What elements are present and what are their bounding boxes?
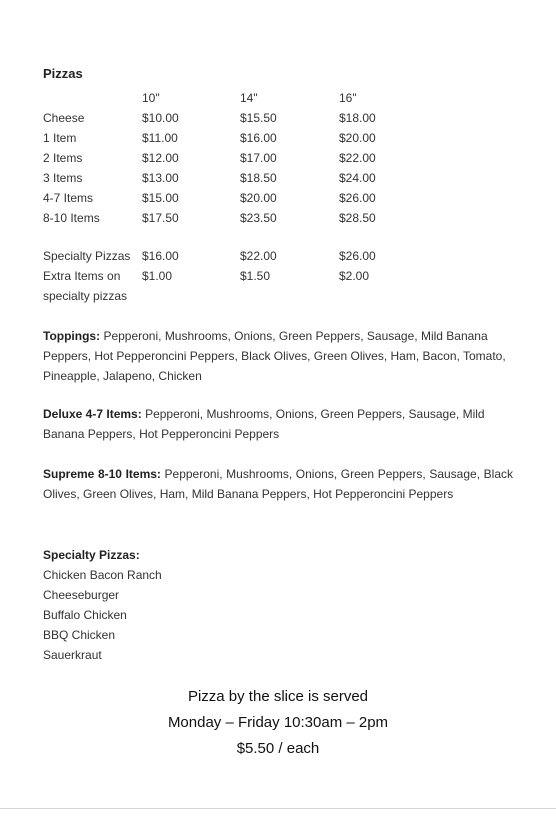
price-cell: $10.00 — [142, 111, 179, 125]
price-cell: $2.00 — [339, 269, 370, 283]
price-cell: $20.00 — [240, 191, 277, 205]
toppings-label: Toppings: — [43, 329, 101, 343]
row-label: 1 Item — [43, 131, 77, 145]
price-cell: $1.00 — [142, 269, 173, 283]
price-cell: $12.00 — [142, 151, 179, 165]
row-label: 2 Items — [43, 151, 83, 165]
deluxe-text: Pepperoni, Mushrooms, Onions, Green Peppers, Sausage, Mild Banana Peppers, Hot Pepperoncini Peppers — [43, 407, 485, 441]
list-item: Buffalo Chicken — [43, 608, 127, 622]
supreme-paragraph — [43, 464, 513, 504]
row-label: Specialty Pizzas — [43, 249, 131, 263]
list-item: Cheeseburger — [43, 588, 120, 602]
price-cell: $16.00 — [240, 131, 277, 145]
price-cell: $26.00 — [339, 191, 376, 205]
list-item: Sauerkraut — [43, 648, 102, 662]
list-item: BBQ Chicken — [43, 628, 116, 642]
deluxe-label: Deluxe 4-7 Items: — [43, 407, 142, 421]
specialty-list-heading: Specialty Pizzas: — [43, 548, 140, 562]
menu-title: Pizzas — [43, 66, 83, 81]
row-label: 8-10 Items — [43, 211, 100, 225]
price-cell: $17.50 — [142, 211, 179, 225]
slice-notice — [0, 684, 556, 762]
price-cell: $1.50 — [240, 269, 271, 283]
price-cell: $15.50 — [240, 111, 277, 125]
extra-row-note: specialty pizzas — [43, 289, 128, 303]
price-cell: $28.50 — [339, 211, 376, 225]
price-cell: $18.00 — [339, 111, 376, 125]
supreme-text: Pepperoni, Mushrooms, Onions, Green Peppers, Sausage, Black Olives, Green Olives, Ham, Mild Banana Peppers, Hot Pepperoncini Peppers — [43, 467, 513, 501]
price-cell: $22.00 — [240, 249, 277, 263]
toppings-paragraph — [43, 326, 513, 386]
slice-hours: Monday – Friday 10:30am – 2pm — [167, 714, 389, 731]
price-cell: $24.00 — [339, 171, 376, 185]
price-cell: $16.00 — [142, 249, 179, 263]
page-edge-divider — [0, 808, 556, 809]
row-label: 3 Items — [43, 171, 83, 185]
size-header: 14" — [240, 91, 258, 105]
row-label: Extra Items on — [43, 269, 121, 283]
price-cell: $17.00 — [240, 151, 277, 165]
price-cell: $15.00 — [142, 191, 179, 205]
specialty-list — [43, 565, 162, 665]
slice-price: $5.50 / each — [236, 740, 320, 757]
row-label: Cheese — [43, 111, 85, 125]
slice-line: Pizza by the slice is served — [187, 688, 369, 705]
row-label: 4-7 Items — [43, 191, 94, 205]
price-cell: $11.00 — [142, 131, 178, 145]
supreme-label: Supreme 8-10 Items: — [43, 467, 161, 481]
list-item: Chicken Bacon Ranch — [43, 568, 162, 582]
price-cell: $13.00 — [142, 171, 179, 185]
deluxe-paragraph — [43, 404, 513, 444]
price-cell: $23.50 — [240, 211, 277, 225]
size-header: 10" — [142, 91, 160, 105]
price-cell: $26.00 — [339, 249, 376, 263]
price-cell: $20.00 — [339, 131, 376, 145]
price-cell: $22.00 — [339, 151, 376, 165]
toppings-text: Pepperoni, Mushrooms, Onions, Green Peppers, Sausage, Mild Banana Peppers, Hot Pepperoncini Peppers, Black Olives, Green Olives, Ham, Bacon, Tomato, Pineapple, Jalapeno, Chicken — [43, 329, 506, 383]
price-cell: $18.50 — [240, 171, 277, 185]
size-header: 16" — [339, 91, 357, 105]
